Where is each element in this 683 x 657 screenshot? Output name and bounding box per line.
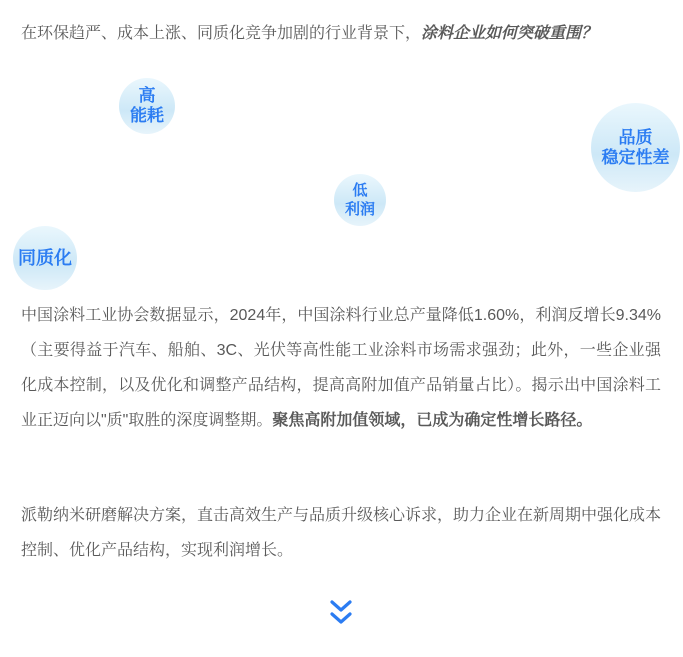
bubble-high-energy-line-1: 高 — [138, 86, 156, 105]
double-chevron-down-icon — [329, 618, 353, 633]
paragraph-industry-data-text: 中国涂料工业协会数据显示，2024年，中国涂料行业总产量降低1.60%，利润反增长9.34%（主要得益于汽车、船舶、3C、光伏等高性能工业涂料市场需求强劲；此外，一些企业强化成本控制，以及优化和调整产品结构，提高高附加值产品销量占比）。揭示出中国涂料工业正迈向以"质"取胜的深度调整期。 — [21, 307, 661, 429]
intro-heading-text: 在环保趋严、成本上涨、同质化竞争加剧的行业背景下， — [21, 25, 422, 42]
bubble-low-profit-line-1: 低 — [352, 182, 368, 199]
bubble-high-energy-line-2: 能耗 — [130, 106, 164, 125]
bubble-homogenization — [13, 226, 77, 290]
intro-heading-emphasis: 涂料企业如何突破重围？ — [421, 25, 598, 42]
bubble-quality-line-2: 稳定性差 — [601, 147, 670, 167]
intro-heading — [21, 22, 661, 46]
bubble-low-profit — [334, 174, 386, 226]
bubble-homogenization-line-1: 同质化 — [18, 248, 72, 268]
bubble-quality-stability — [591, 103, 680, 192]
scroll-down-button[interactable] — [329, 598, 353, 630]
paragraph-solution-text: 派勒纳米研磨解决方案，直击高效生产与品质升级核心诉求，助力企业在新周期中强化成本控制、优化产品结构，实现利润增长。 — [21, 507, 662, 559]
bubble-low-profit-line-2: 利润 — [344, 201, 375, 218]
bubble-quality-line-1: 品质 — [618, 127, 653, 147]
paragraph-industry-data — [21, 298, 661, 438]
paragraph-solution — [21, 498, 661, 568]
bubble-high-energy — [119, 78, 175, 134]
paragraph-industry-data-emphasis: 聚焦高附加值领域，已成为确定性增长路径。 — [272, 412, 593, 429]
